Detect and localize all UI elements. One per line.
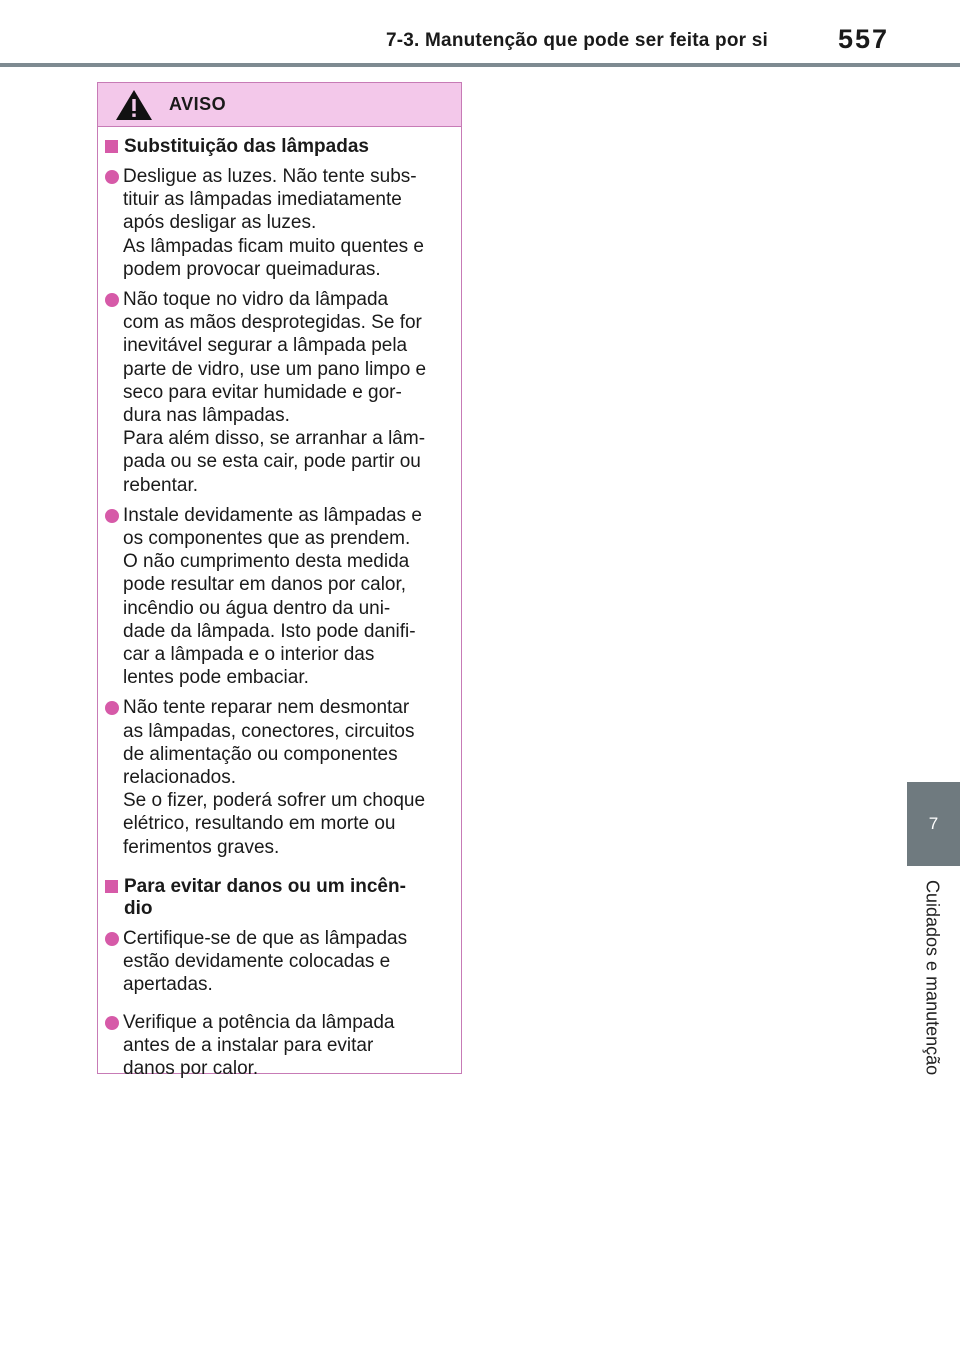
header-title: 7-3. Manutenção que pode ser feita por si [386,30,768,51]
text-line: Desligue as luzes. Não tente subs- [123,166,417,187]
text-line: car a lâmpada e o interior das [123,644,375,666]
text-line: Se o fizer, poderá sofrer um choque [123,790,426,812]
text-line: O não cumprimento desta medida [123,551,410,573]
text-line: seco para evitar humidade e gor- [123,381,402,403]
text-line: apertadas. [123,974,213,996]
heading-line: Para evitar danos ou um incên- [124,875,406,897]
text-line: com as mãos desprotegidas. Se for [123,312,422,334]
text-line: inevitável segurar a lâmpada pela [123,335,408,357]
text-line: Para além disso, se arranhar a lâm- [123,428,426,450]
text-line: pode resultar em danos por calor, [123,574,407,596]
chapter-label [904,880,960,1120]
text-line: após desligar as luzes. [123,212,317,234]
bullet-icon [105,1016,119,1030]
chapter-label-text: Cuidados e manutenção [922,880,943,1076]
text-line: danos por calor. [123,1057,259,1079]
text-line: relacionados. [123,767,237,789]
header-rule [0,63,960,67]
list-item [105,1011,451,1081]
text-line: Certifique-se de que as lâmpadas [123,927,408,949]
text-line: estão devidamente colocadas e [123,951,391,973]
list-item [105,696,451,858]
chapter-tab[interactable] [907,782,960,866]
square-bullet-icon [105,140,118,153]
bullet-icon [105,932,119,946]
list-item [105,165,451,281]
warning-header [98,83,461,127]
text-line: podem provocar queimaduras. [123,258,381,280]
text-line: rebentar. [123,474,198,496]
text-line: elétrico, resultando em morte ou [123,813,396,835]
text-line: Verifique a potência da lâmpada [123,1011,395,1033]
warning-body [98,127,461,1080]
section-heading-fire-prevention [105,876,451,920]
square-bullet-icon [105,880,118,893]
bullet-icon [105,701,119,715]
text-line: lentes pode embaciar. [123,667,309,689]
list-item [105,288,451,497]
text-line: pada ou se esta cair, pode partir ou [123,451,421,473]
section-heading-bulb-replacement [105,136,451,158]
text-line: os componentes que as prendem. [123,528,411,550]
text-line: antes de a instalar para evitar [123,1034,374,1056]
text-line: As lâmpadas ficam muito quentes e [123,235,424,257]
text-line: ferimentos graves. [123,836,280,858]
warning-triangle-icon [115,89,153,121]
text-line: Instale devidamente as lâmpadas e [123,504,422,526]
text-line: Não toque no vidro da lâmpada [123,289,389,311]
text-line: incêndio ou água dentro da uni- [123,597,391,619]
text-line: tituir as lâmpadas imediatamente [123,189,402,211]
bullet-icon [105,293,119,307]
page-number: 557 [838,24,890,54]
list-item [105,927,451,997]
text-line: parte de vidro, use um pano limpo e [123,358,427,380]
heading-line: Substituição das lâmpadas [124,136,369,157]
chapter-number: 7 [928,814,939,833]
list-item [105,504,451,690]
text-line: dade da lâmpada. Isto pode danifi- [123,620,416,642]
text-line: dura nas lâmpadas. [123,405,290,427]
warning-box [97,82,462,1079]
warning-title: AVISO [169,94,227,114]
text-line: as lâmpadas, conectores, circuitos [123,720,415,742]
bullet-icon [105,170,119,184]
text-line: de alimentação ou componentes [123,743,398,765]
bullet-icon [105,509,119,523]
heading-line: dio [124,897,153,919]
text-line: Não tente reparar nem desmontar [123,697,410,719]
